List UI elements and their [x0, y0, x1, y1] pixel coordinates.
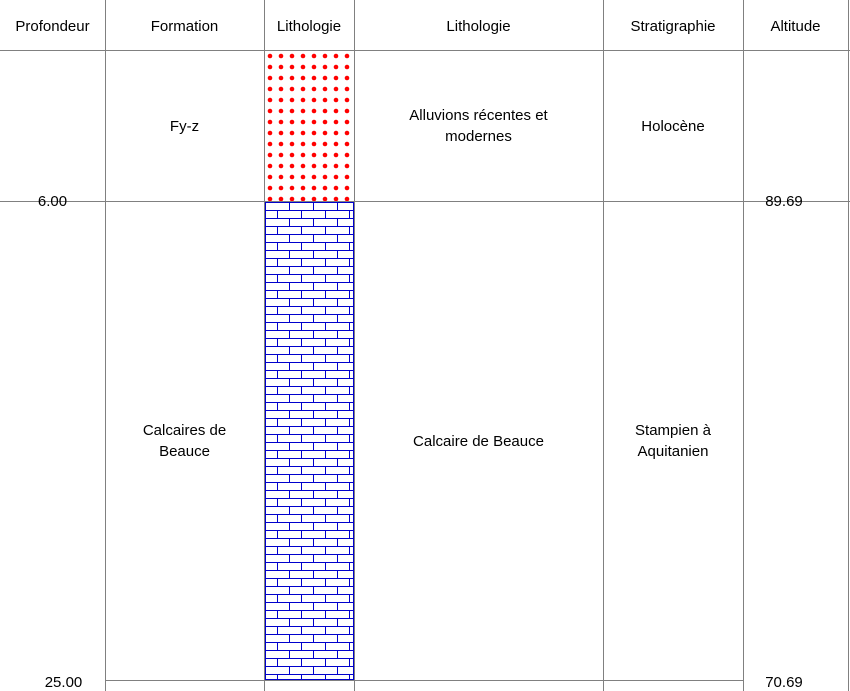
- layer-2-stratigraphy: Stampien à Aquitanien: [635, 422, 711, 460]
- log-bottom-line: [105, 680, 743, 681]
- altitude-label: 70.69: [765, 674, 803, 691]
- layer-1-formation: Fy-z: [169, 117, 200, 135]
- header-lithology: Lithologie: [446, 18, 511, 35]
- header-depth: Profondeur: [15, 18, 90, 35]
- column-divider: [848, 0, 849, 691]
- lithology-pattern-dots: [265, 51, 354, 201]
- layer-2-formation: Calcaires de Beauce: [142, 422, 227, 460]
- header-formation: Formation: [150, 18, 219, 35]
- depth-label: 25.00: [44, 674, 83, 691]
- altitude-label: 89.69: [765, 193, 803, 210]
- layer-1-lithology: Alluvions récentes et modernes: [409, 107, 548, 145]
- header-lithology-pattern: Lithologie: [276, 18, 342, 35]
- header-altitude: Altitude: [770, 18, 821, 35]
- header-stratigraphy: Stratigraphie: [630, 18, 716, 35]
- layer-1-stratigraphy: Holocène: [641, 117, 705, 135]
- depth-label: 6.00: [37, 193, 68, 210]
- lithology-pattern-limestone: [265, 202, 354, 680]
- layer-2-lithology: Calcaire de Beauce: [413, 432, 544, 450]
- column-divider: [743, 0, 744, 691]
